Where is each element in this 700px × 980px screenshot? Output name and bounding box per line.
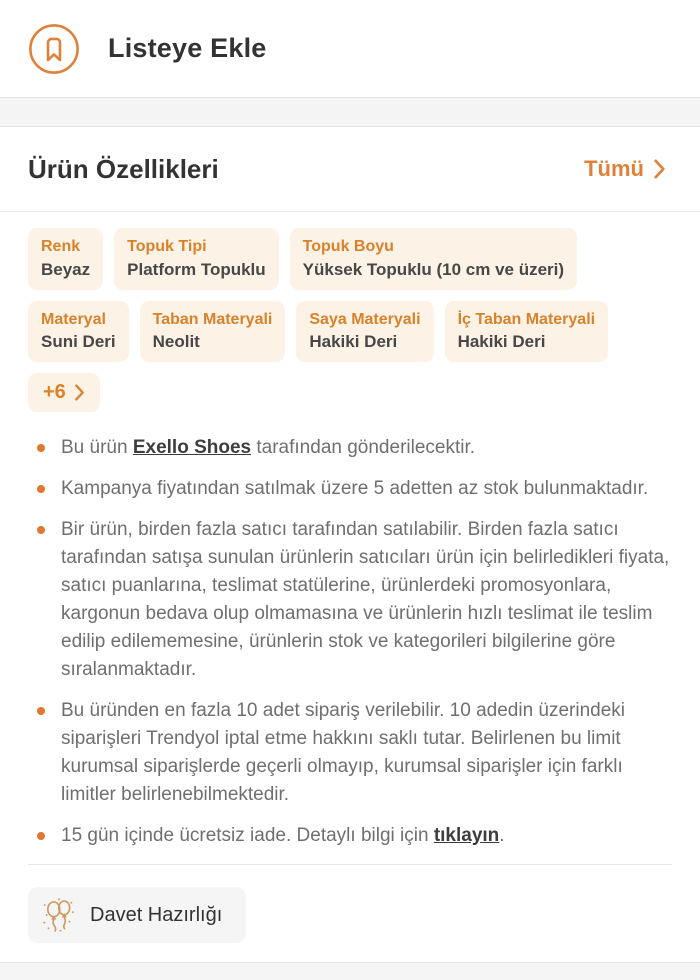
bullet-dot-icon	[37, 485, 45, 493]
product-info-item	[28, 697, 672, 809]
product-info-item	[28, 434, 672, 462]
chip-label: İç Taban Materyali	[457, 310, 596, 328]
product-info-text: Kampanya fiyatından satılmak üzere 5 adetten az stok bulunmaktadır.	[61, 478, 649, 500]
chip-value: Suni Deri	[41, 332, 116, 352]
chip-value: Platform Topuklu	[127, 259, 266, 279]
chip-label: Materyal	[41, 310, 106, 328]
more-attributes-label: +6	[43, 381, 66, 404]
product-features-header	[0, 127, 700, 211]
add-to-list-label: Listeye Ekle	[108, 33, 267, 63]
attribute-chips	[0, 212, 700, 418]
attribute-chip	[290, 228, 577, 290]
attribute-chip	[28, 228, 103, 290]
product-info-item	[28, 475, 672, 503]
product-info-text: Bu ürün Exello Shoes tarafından gönderilecektir.	[61, 437, 476, 459]
chip-value: Neolit	[152, 332, 200, 352]
product-info-item	[28, 516, 672, 684]
attribute-chip	[445, 301, 609, 363]
attribute-chip	[140, 301, 286, 363]
bullet-dot-icon	[37, 526, 45, 534]
chip-value: Beyaz	[41, 259, 91, 279]
attribute-chip	[28, 301, 129, 363]
section-separator-band	[0, 97, 700, 127]
chip-value: Yüksek Topuklu (10 cm ve üzeri)	[302, 259, 565, 279]
bullet-dot-icon	[37, 832, 45, 840]
balloons-icon	[40, 896, 78, 934]
invitation-prep-button[interactable]	[28, 887, 246, 943]
product-info-text: 15 gün içinde ücretsiz iade. Detaylı bilgi için tıklayın.	[61, 825, 505, 847]
see-all-label: Tümü	[584, 156, 644, 181]
more-attributes-chip[interactable]	[28, 373, 100, 412]
product-info-item	[28, 822, 672, 850]
section-title: Ürün Özellikleri	[28, 153, 219, 184]
add-to-list-button[interactable]	[0, 0, 700, 97]
inline-link[interactable]: Exello Shoes	[132, 437, 252, 459]
attribute-chip	[114, 228, 279, 290]
chevron-right-icon	[653, 159, 666, 179]
bottom-separator-band	[0, 962, 700, 980]
product-info-text: Bir ürün, birden fazla satıcı tarafından satılabilir. Birden fazla satıcı tarafından satışa sunulan ürünlerin satıcıları ürün için belirledikleri fiyata, satıcı puanlarına, teslimat statülerine, ürünlerdeki promosyonlara, kargonun bedava olup olmamasına ve ürünlerin hızlı teslimat ile teslim edilip edilememesine, ürünlerin stok ve kategorileri bilgilerine göre sıralanmaktadır.	[61, 519, 670, 681]
chip-value: Hakiki Deri	[309, 332, 398, 352]
chip-label: Saya Materyali	[309, 310, 421, 328]
chip-value: Hakiki Deri	[457, 332, 546, 352]
chip-label: Topuk Boyu	[302, 238, 394, 255]
invitation-prep-label: Davet Hazırlığı	[90, 903, 223, 926]
chip-label: Taban Materyali	[152, 310, 273, 328]
bookmark-icon	[28, 23, 80, 75]
divider	[28, 864, 672, 865]
bullet-dot-icon	[37, 707, 45, 715]
chevron-right-icon	[74, 384, 85, 401]
inline-link[interactable]: tıklayın	[433, 825, 500, 847]
see-all-link[interactable]	[578, 155, 672, 183]
chip-label: Renk	[41, 238, 81, 255]
chip-label: Topuk Tipi	[127, 238, 207, 255]
product-info-text: Bu üründen en fazla 10 adet sipariş verilebilir. 10 adedin üzerindeki siparişleri Trendyol iptal etme hakkını saklı tutar. Belirlenen bu limit kurumsal siparişlerde geçerli olmayıp, kurumsal siparişler için farklı limitler belirlenebilmektedir.	[61, 700, 626, 806]
bullet-dot-icon	[37, 444, 45, 452]
attribute-chip	[296, 301, 433, 363]
product-info-list	[0, 418, 700, 850]
